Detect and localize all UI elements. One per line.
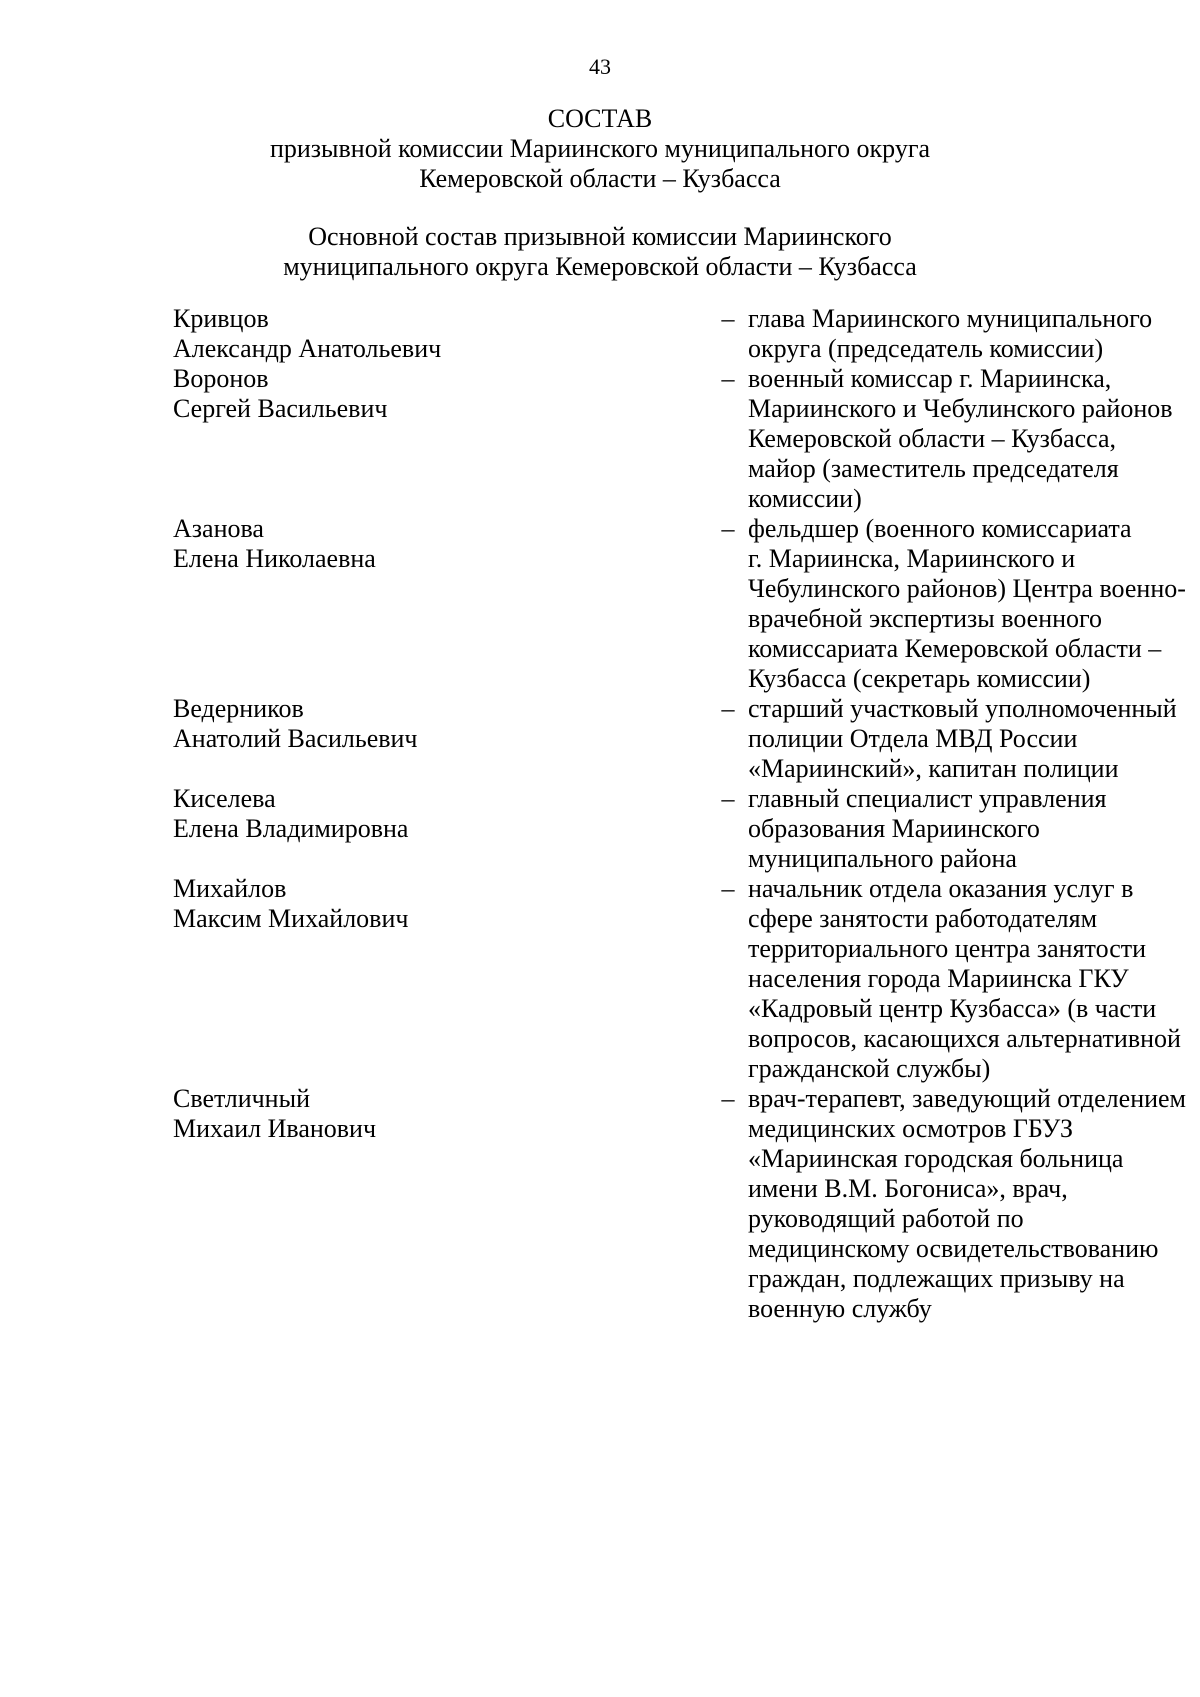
role-line: главный специалист управления bbox=[748, 784, 1107, 813]
member-given-names: Елена Владимировна bbox=[173, 814, 409, 843]
dash-separator: – bbox=[721, 694, 735, 723]
member-entry bbox=[173, 874, 1181, 1084]
role-line: майор (заместитель председателя bbox=[748, 454, 1119, 483]
title-line: призывной комиссии Мариинского муниципального округа bbox=[269, 134, 931, 163]
member-name bbox=[173, 1084, 573, 1324]
document-title bbox=[0, 104, 1200, 194]
role-line: глава Мариинского муниципального bbox=[748, 304, 1153, 333]
role-line: граждан, подлежащих призыву на bbox=[748, 1264, 1125, 1293]
member-surname: Киселева bbox=[173, 784, 276, 813]
role-line: военную службу bbox=[748, 1294, 932, 1323]
dash-separator: – bbox=[721, 304, 735, 333]
member-entry bbox=[173, 304, 1153, 364]
role-line: имени В.М. Богониса», врач, bbox=[748, 1174, 1068, 1203]
role-line: врач-терапевт, заведующий отделением bbox=[748, 1084, 1187, 1113]
role-line: вопросов, касающихся альтернативной bbox=[748, 1024, 1181, 1053]
member-role bbox=[748, 364, 1173, 514]
member-name bbox=[173, 694, 573, 784]
member-name bbox=[173, 364, 573, 514]
role-line: руководящий работой по bbox=[748, 1204, 1024, 1233]
member-surname: Воронов bbox=[173, 364, 269, 393]
role-line: начальник отдела оказания услуг в bbox=[748, 874, 1134, 903]
member-given-names: Александр Анатольевич bbox=[173, 334, 442, 363]
member-role bbox=[748, 304, 1152, 364]
member-role bbox=[748, 1084, 1186, 1324]
dash-separator: – bbox=[721, 514, 735, 543]
role-line: «Мариинский», капитан полиции bbox=[748, 754, 1119, 783]
role-line: полиции Отдела МВД России bbox=[748, 724, 1078, 753]
member-entry bbox=[173, 694, 1177, 784]
role-line: медицинских осмотров ГБУЗ bbox=[748, 1114, 1074, 1143]
member-entry bbox=[173, 784, 1113, 874]
role-line: гражданской службы) bbox=[748, 1054, 991, 1083]
role-line: фельдшер (военного комиссариата bbox=[748, 514, 1132, 543]
section-heading-line: Основной состав призывной комиссии Мариинского bbox=[308, 222, 892, 251]
member-role bbox=[748, 784, 1113, 874]
section-heading bbox=[0, 222, 1200, 282]
member-name bbox=[173, 304, 573, 364]
role-line: врачебной экспертизы военного bbox=[748, 604, 1103, 633]
member-surname: Кривцов bbox=[173, 304, 269, 333]
role-line: муниципального района bbox=[748, 844, 1017, 873]
members-list bbox=[173, 304, 1187, 1324]
role-line: Чебулинского районов) Центра военно- bbox=[748, 574, 1186, 603]
role-line: населения города Мариинска ГКУ bbox=[748, 964, 1129, 993]
role-line: округа (председатель комиссии) bbox=[748, 334, 1104, 363]
role-line: сфере занятости работодателям bbox=[748, 904, 1098, 933]
member-given-names: Максим Михайлович bbox=[173, 904, 409, 933]
role-line: медицинскому освидетельствованию bbox=[748, 1234, 1159, 1263]
role-line: старший участковый уполномоченный bbox=[748, 694, 1177, 723]
member-entry bbox=[173, 514, 1186, 694]
section-heading-line: муниципального округа Кемеровской области – Кузбасса bbox=[283, 252, 917, 281]
member-entry bbox=[173, 364, 1173, 514]
role-line: «Мариинская городская больница bbox=[748, 1144, 1124, 1173]
member-given-names: Елена Николаевна bbox=[173, 544, 376, 573]
member-given-names: Анатолий Васильевич bbox=[173, 724, 418, 753]
member-name bbox=[173, 874, 573, 1084]
role-line: Кузбасса (секретарь комиссии) bbox=[748, 664, 1091, 693]
role-line: образования Мариинского bbox=[748, 814, 1040, 843]
member-surname: Ведерников bbox=[173, 694, 304, 723]
role-line: комиссии) bbox=[748, 484, 862, 513]
dash-separator: – bbox=[721, 1084, 735, 1113]
member-given-names: Сергей Васильевич bbox=[173, 394, 388, 423]
title-line: СОСТАВ bbox=[547, 104, 653, 133]
role-line: военный комиссар г. Мариинска, bbox=[748, 364, 1112, 393]
dash-separator: – bbox=[721, 364, 735, 393]
member-surname: Михайлов bbox=[173, 874, 287, 903]
role-line: комиссариата Кемеровской области – bbox=[748, 634, 1162, 663]
dash-separator: – bbox=[721, 784, 735, 813]
member-given-names: Михаил Иванович bbox=[173, 1114, 377, 1143]
role-line: «Кадровый центр Кузбасса» (в части bbox=[748, 994, 1157, 1023]
member-surname: Азанова bbox=[173, 514, 264, 543]
title-line: Кемеровской области – Кузбасса bbox=[419, 164, 781, 193]
role-line: г. Мариинска, Мариинского и bbox=[748, 544, 1076, 573]
page-number: 43 bbox=[589, 54, 611, 79]
member-entry bbox=[173, 1084, 1187, 1324]
dash-separator: – bbox=[721, 874, 735, 903]
member-surname: Светличный bbox=[173, 1084, 310, 1113]
role-line: территориального центра занятости bbox=[748, 934, 1147, 963]
member-role bbox=[748, 874, 1181, 1084]
role-line: Кемеровской области – Кузбасса, bbox=[748, 424, 1117, 453]
member-name bbox=[173, 784, 573, 874]
member-role bbox=[748, 514, 1186, 694]
member-name bbox=[173, 514, 573, 694]
member-role bbox=[748, 694, 1177, 784]
role-line: Мариинского и Чебулинского районов bbox=[748, 394, 1173, 423]
